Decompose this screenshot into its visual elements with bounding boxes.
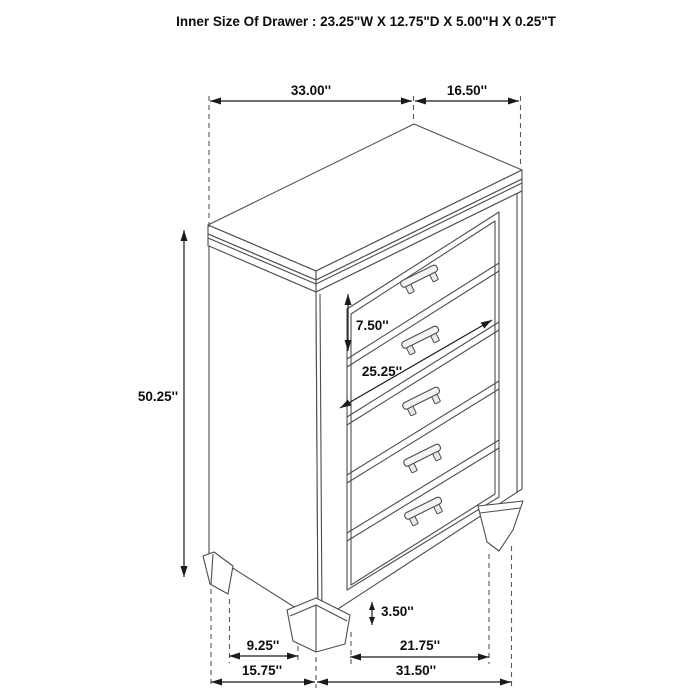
dim-inner-width-label: 25.25'' [361,364,403,379]
dim-top-width-label: 33.00'' [290,83,332,98]
dim-top-depth [415,83,519,105]
dim-top-width [210,83,412,105]
dim-front-leg-span [350,638,489,661]
dim-top-depth-label: 16.50'' [446,83,488,98]
dim-drawer-front-height-label: 7.50'' [356,318,389,333]
dim-base-height-label: 3.50'' [381,604,414,619]
dim-side-base-width-label: 15.75'' [241,663,283,678]
diagram-title: Inner Size Of Drawer : 23.25"W X 12.75"D X 5.00"H X 0.25"T [176,14,556,29]
dim-overall-height [138,230,188,577]
dim-front-base-width-label: 31.50'' [395,663,437,678]
dim-front-base-width [317,663,511,686]
dim-side-base-width [211,663,315,686]
chest-drawing [203,124,523,652]
dim-back-leg-inset-label: 9.25'' [246,638,280,653]
dim-front-leg-span-label: 21.75'' [399,638,441,653]
dim-overall-height-label: 50.25'' [137,389,179,404]
right-leg [478,501,523,551]
dim-base-height [369,602,414,625]
dim-back-leg-inset [229,638,298,660]
